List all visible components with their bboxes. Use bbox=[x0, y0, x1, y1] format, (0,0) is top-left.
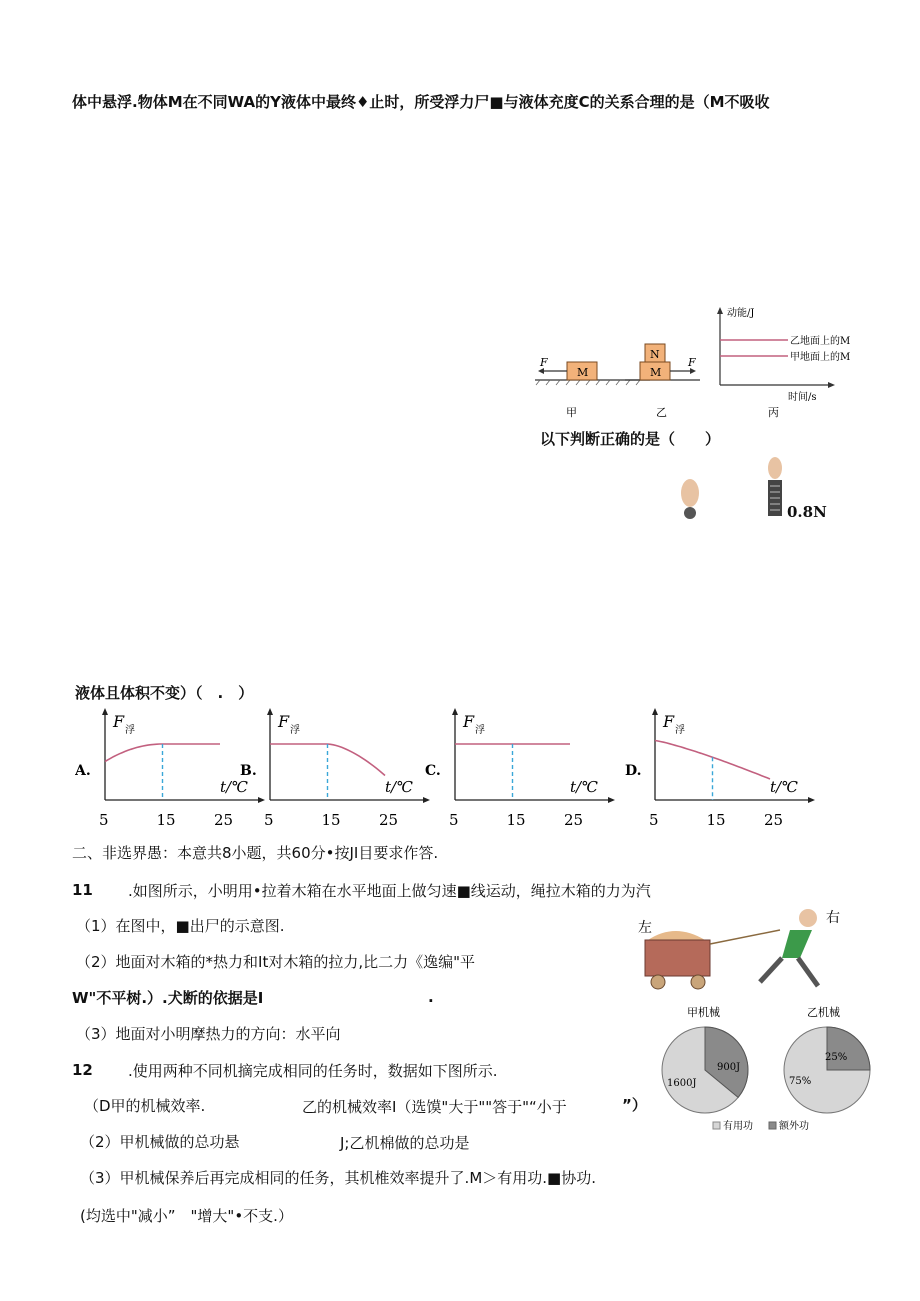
question-top-line: 体中悬浮.物体M在不同WA的Y液体中最终♦止时，所受浮力尸■与液体充度C的关系合理的是（M不吸收 bbox=[72, 93, 770, 111]
tick-label: 5 bbox=[99, 811, 109, 829]
spring-scale-reading: 0.8N bbox=[787, 503, 827, 521]
q12-part1c: ”） bbox=[622, 1096, 647, 1114]
tick-label: 5 bbox=[649, 811, 659, 829]
option-graph-c bbox=[425, 705, 625, 830]
pie-yi-useful-label: 75% bbox=[789, 1076, 812, 1087]
tick-label: 15 bbox=[706, 811, 726, 829]
q12-text: .使用两种不同机摘完成相同的任务时，数据如下图所示. bbox=[128, 1062, 498, 1080]
option-graph-d bbox=[625, 705, 825, 830]
y-label: F bbox=[463, 712, 475, 731]
pie-jia-title: 甲机械 bbox=[687, 1006, 720, 1019]
legend-jia: 甲地面上的M bbox=[790, 352, 851, 363]
option-letter: A. bbox=[75, 763, 91, 779]
pie-extra-slice bbox=[827, 1027, 870, 1070]
question-judge: 以下判断正确的是（ ） bbox=[540, 430, 721, 448]
pie-yi bbox=[784, 1027, 870, 1113]
caption-jia: 甲 bbox=[566, 406, 577, 419]
cart-left-label: 左 bbox=[638, 920, 652, 936]
x-label: t/℃ bbox=[385, 778, 413, 796]
block-m-label: M bbox=[577, 366, 589, 379]
boy-head bbox=[799, 909, 817, 927]
y-sub-label: 浮 bbox=[125, 725, 135, 736]
y-label: F bbox=[663, 712, 675, 731]
pie-yi-title: 乙机械 bbox=[807, 1006, 840, 1019]
caption-yi: 乙 bbox=[656, 406, 667, 419]
option-letter: D. bbox=[625, 763, 642, 779]
pie-jia-useful-label: 1600J bbox=[667, 1078, 697, 1089]
tick-label: 5 bbox=[264, 811, 274, 829]
y-label: F bbox=[278, 712, 290, 731]
q11-number: 11 bbox=[72, 881, 93, 899]
cart-right-label: 右 bbox=[826, 910, 840, 926]
q12-number: 12 bbox=[72, 1061, 93, 1079]
energy-x-axis: 时间/s bbox=[788, 392, 817, 403]
tick-label: 5 bbox=[449, 811, 459, 829]
legend-useful: 有用功 bbox=[723, 1121, 753, 1132]
section-two-header: 二、非选界愚：本意共8小题，共60分•按JI目要求作答. bbox=[72, 844, 439, 862]
q11-part2b: W"不平树.）.犬断的依据是I bbox=[72, 989, 264, 1007]
tick-label: 15 bbox=[506, 811, 526, 829]
legend-yi: 乙地面上的M bbox=[790, 336, 851, 347]
cart-figure bbox=[630, 900, 850, 1000]
pie-jia-extra-label: 900J bbox=[717, 1062, 741, 1073]
pie-yi-extra-label: 25% bbox=[825, 1052, 848, 1063]
x-label: t/℃ bbox=[220, 778, 248, 796]
q12-part2b: J;乙机棉做的总功是 bbox=[340, 1134, 470, 1152]
pie-charts bbox=[655, 1000, 875, 1135]
force-label-yi: F bbox=[688, 356, 696, 369]
q12-part1a: （D甲的机械效率. bbox=[84, 1097, 206, 1115]
y-label: F bbox=[113, 712, 125, 731]
option-letter: B. bbox=[240, 763, 257, 779]
block-n-label: N bbox=[650, 348, 660, 361]
tick-label: 15 bbox=[321, 811, 341, 829]
y-sub-label: 浮 bbox=[475, 725, 485, 736]
q12-part3: （3）甲机械保养后再完成相同的任务，其机椎效率提升了.M＞有用功.■协功. bbox=[80, 1169, 596, 1187]
tick-label: 15 bbox=[156, 811, 176, 829]
q11-part3: （3）地面对小明摩热力的方向：水平向 bbox=[76, 1025, 341, 1043]
x-label: t/℃ bbox=[570, 778, 598, 796]
boy-shirt bbox=[782, 930, 812, 958]
force-label-jia: F bbox=[540, 356, 548, 369]
legend-extra: 额外功 bbox=[779, 1121, 809, 1132]
wooden-box bbox=[645, 940, 710, 976]
q11-part1: （1）在图中，■出尸的示意图. bbox=[76, 917, 285, 935]
tick-label: 25 bbox=[214, 811, 234, 829]
q12-part2a: （2）甲机械做的总功悬 bbox=[80, 1133, 240, 1151]
spring-scale-image bbox=[760, 450, 790, 520]
y-sub-label: 浮 bbox=[675, 725, 685, 736]
x-label: t/℃ bbox=[770, 778, 798, 796]
q11-part2a: （2）地面对木箱的*热力和It对木箱的拉力,比二力《逸编"平 bbox=[76, 953, 476, 971]
q11-part2b-end: . bbox=[428, 988, 434, 1006]
option-graph-b bbox=[240, 705, 440, 830]
block-m-yi-label: M bbox=[650, 366, 662, 379]
liquid-volume-line: 液体且体积不变）（ . ） bbox=[75, 684, 254, 702]
tick-label: 25 bbox=[764, 811, 784, 829]
q12-part4: (均选中"减小” "增大"•不支.） bbox=[80, 1207, 293, 1225]
force-diagram bbox=[530, 300, 870, 425]
q11-text: .如图所示，小明用•拉着木箱在水平地面上做匀速■线运动，绳拉木箱的力为汽 bbox=[128, 882, 651, 900]
legend-useful-swatch bbox=[713, 1122, 720, 1129]
tick-label: 25 bbox=[379, 811, 399, 829]
rope bbox=[710, 930, 780, 944]
tick-label: 25 bbox=[564, 811, 584, 829]
caption-bing: 丙 bbox=[768, 406, 779, 419]
option-letter: C. bbox=[425, 763, 441, 779]
y-sub-label: 浮 bbox=[290, 725, 300, 736]
energy-y-axis: 动能/J bbox=[727, 308, 755, 319]
hand-image bbox=[670, 455, 710, 520]
q12-part1b: 乙的机械效率I（选馍"大于""答于"“小于 bbox=[302, 1098, 567, 1116]
legend-extra-swatch bbox=[769, 1122, 776, 1129]
